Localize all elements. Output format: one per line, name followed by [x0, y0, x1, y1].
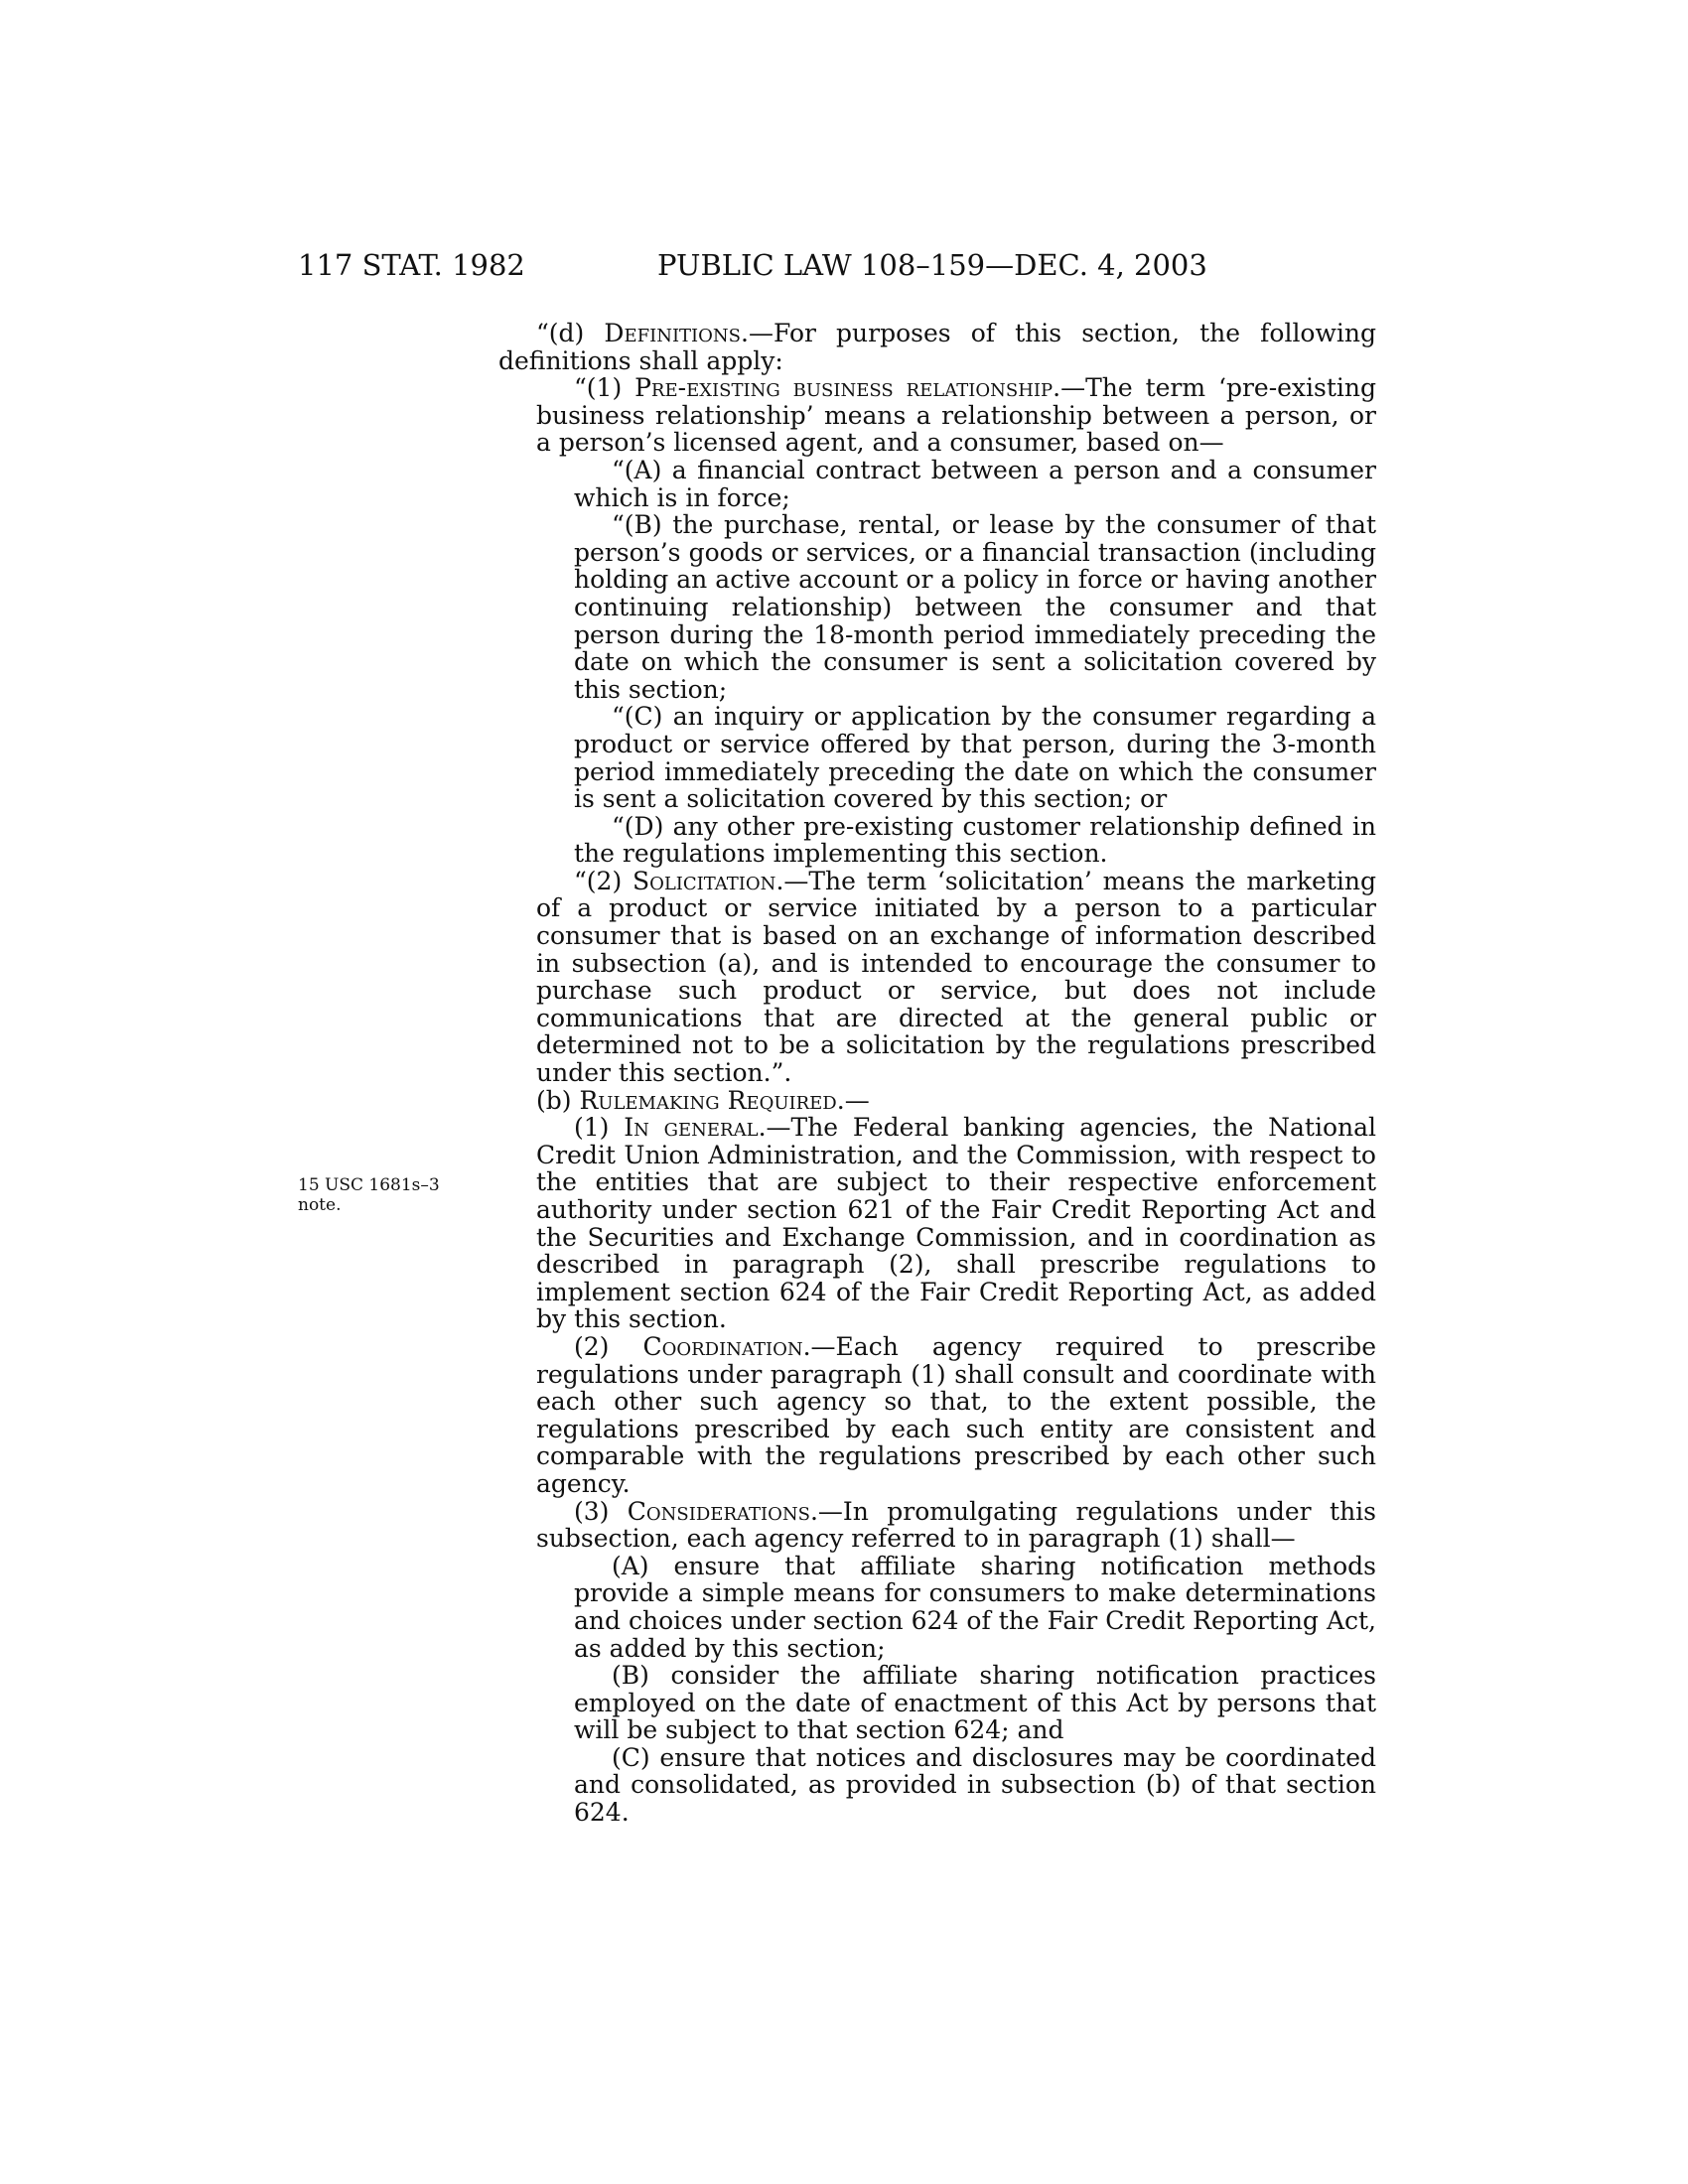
margin-note [298, 1175, 440, 1215]
paragraph-1-in-general: (1) In general.—The Federal banking agencies, the National Credit Union Administration, and the Commission, with respect to the entities that are subject to their respective enforcement authority under section 621 of the Fair Credit Reporting Act and the Securities and Exchange Commission, and in coordination as described in paragraph (2), shall prescribe regulations to implement section 624 of the Fair Credit Reporting Act, as added by this section. [536, 1113, 1376, 1334]
subsection-b-rulemaking: (b) Rulemaking Required.— [536, 1085, 870, 1115]
paragraph-3-considerations: (3) Considerations.—In promulgating regulations under this subsection, each agency referred to in paragraph (1) shall— [536, 1496, 1376, 1554]
subsection-d-definitions: “(d) Definitions.—For purposes of this section, the following definitions shall apply: [498, 319, 1376, 375]
clause-a: “(A) a financial contract between a person and a consumer which is in force; [574, 455, 1376, 512]
margin-note-suffix: note. [298, 1195, 342, 1215]
page-stat-citation: 117 STAT. 1982 [298, 248, 525, 282]
paragraph-2-solicitation: “(2) Solicitation.—The term ‘solicitation’ means the marketing of a product or service initiated by a person to a particular consumer that is based on an exchange of information described in subsection (a), and is intended to encourage the consumer to purchase such product or service, but does not include communications that are directed at the general public or determined not to be a solicitation by the regulations prescribed under this section.”. [536, 866, 1376, 1088]
clause-b-consider: (B) consider the affiliate sharing notification practices employed on the date of enactment of this Act by persons that will be subject to that section 624; and [574, 1661, 1376, 1745]
clause-d: “(D) any other pre-existing customer relationship defined in the regulations implementing this section. [574, 811, 1376, 869]
clause-c: “(C) an inquiry or application by the consumer regarding a product or service offered by that person, during the 3-month period immediately preceding the date on which the consumer is sent a solicitation covered by this section; or [574, 702, 1376, 814]
margin-note-citation: 15 USC 1681s–3 [298, 1175, 440, 1195]
clause-b: “(B) the purchase, rental, or lease by the consumer of that person’s goods or services, or a financial transaction (including holding an active account or a policy in force or having another continuing relationship) between the consumer and that person during the 18-month period immediately preceding the date on which the consumer is sent a solicitation covered by this section; [574, 510, 1376, 704]
page-running-title: PUBLIC LAW 108–159—DEC. 4, 2003 [657, 248, 1207, 282]
clause-c-ensure: (C) ensure that notices and disclosures may be coordinated and consolidated, as provided in subsection (b) of that section 624. [574, 1742, 1376, 1828]
clause-a-ensure: (A) ensure that affiliate sharing notification methods provide a simple means for consumers to make determinations and choices under section 624 of the Fair Credit Reporting Act, as added by this section; [574, 1551, 1376, 1663]
paragraph-2-coordination: (2) Coordination.—Each agency required to prescribe regulations under paragraph (1) shall consult and coordinate with each other such agency so that, to the extent possible, the regulations prescribed by each such entity are consistent and comparable with the regulations prescribed by each other such agency. [536, 1331, 1377, 1498]
statute-text [498, 320, 1376, 1827]
paragraph-1-pre-existing: “(1) Pre-existing business relationship.—The term ‘pre-existing business relationship’ means a relationship between a person, or a person’s licensed agent, and a consumer, based on— [536, 373, 1377, 458]
